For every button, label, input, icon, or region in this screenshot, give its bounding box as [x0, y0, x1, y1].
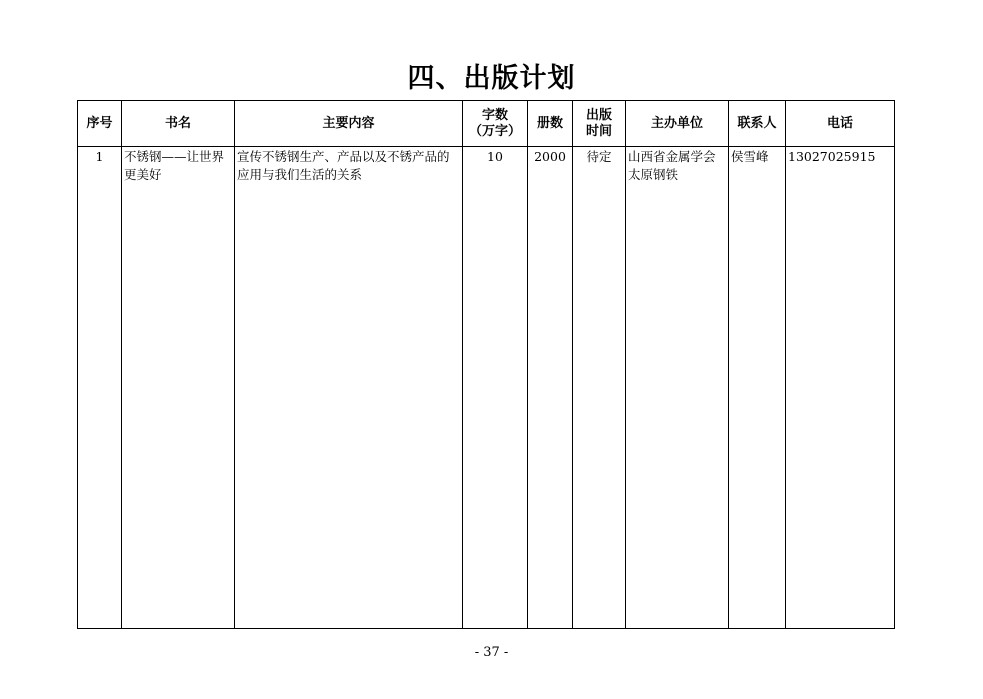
cell-pub-time: 待定	[573, 147, 626, 629]
page-title: 四、出版计划	[407, 63, 576, 94]
publication-plan-table	[77, 100, 895, 629]
cell-content: 宣传不锈钢生产、产品以及不锈产品的应用与我们生活的关系	[235, 147, 463, 629]
header-word-count-line1: 字数	[481, 107, 508, 123]
header-book-name: 书名	[122, 101, 235, 147]
header-pub-time-line2: 时间	[585, 123, 612, 139]
cell-phone: 13027025915	[786, 147, 895, 629]
header-seq: 序号	[78, 101, 122, 147]
header-copies: 册数	[528, 101, 573, 147]
table-row	[78, 147, 895, 629]
header-pub-time-line1: 出版	[585, 107, 612, 123]
header-contact: 联系人	[729, 101, 786, 147]
header-pub-time	[573, 101, 626, 147]
header-organizer: 主办单位	[626, 101, 729, 147]
header-phone: 电话	[786, 101, 895, 147]
header-content: 主要内容	[235, 101, 463, 147]
cell-copies: 2000	[528, 147, 573, 629]
header-word-count	[463, 101, 528, 147]
cell-organizer: 山西省金属学会太原钢铁	[626, 147, 729, 629]
table-header-row	[78, 101, 895, 147]
header-word-count-line2: （万字）	[468, 123, 521, 139]
cell-book-name: 不锈钢——让世界更美好	[122, 147, 235, 629]
cell-seq: 1	[78, 147, 122, 629]
cell-word-count: 10	[463, 147, 528, 629]
cell-contact: 侯雪峰	[729, 147, 786, 629]
page-number: - 37 -	[474, 645, 509, 660]
